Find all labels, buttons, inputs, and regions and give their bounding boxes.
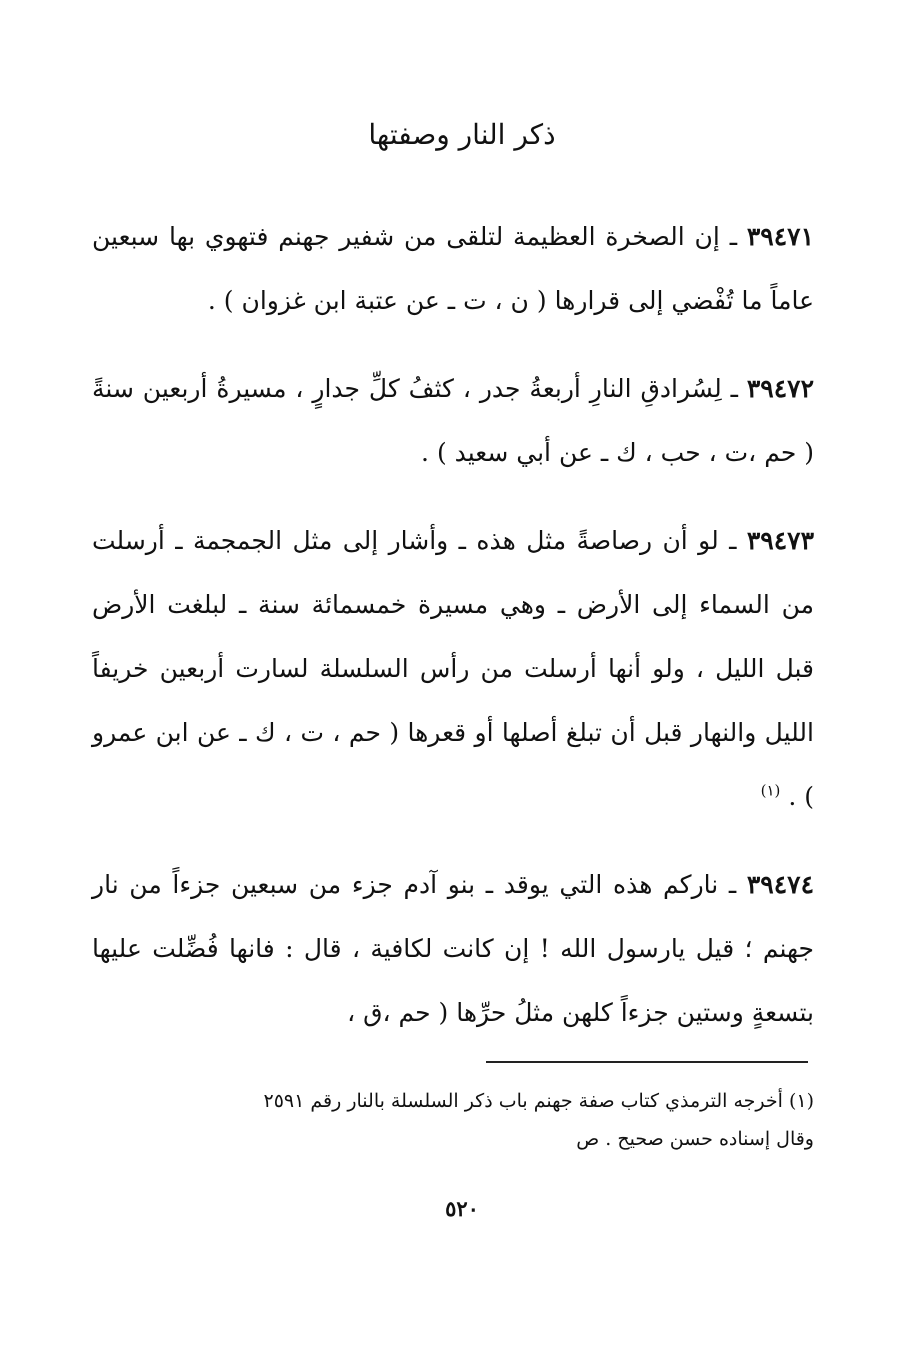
hadith-text: لو أن رصاصةً مثل هذه ـ وأشار إلى مثل الجمجمة ـ أرسلت من السماء إلى الأرض ـ وهي مسيرة خمسمائة سنة ـ لبلغت الأرض قبل الليل ، ولو أنها أرسلت من رأس السلسلة لسارت أربعين خريفاً الليل والنهار قبل أن تبلغ أصلها أو قعرها ( حم ، ت ، ك ـ عن ابن عمرو ) . (92, 526, 814, 811)
hadith-entry (92, 509, 814, 829)
footnote (92, 1082, 814, 1158)
separator: ـ (721, 374, 747, 403)
separator: ـ (718, 526, 747, 555)
hadith-text: ناركم هذه التي يوقد ـ بنو آدم جزء من سبعين جزءاً من نار جهنم ؛ قيل يارسول الله ! إن كانت لكافية ، قال : فانها فُضِّلت عليها بتسعةٍ وستين جزءاً كلهن مثلُ حرِّها ( حم ،ق ، (92, 870, 814, 1027)
hadith-text: لِسُرادقِ النارِ أربعةُ جدر ، كثفُ كلِّ جدارٍ ، مسيرةُ أربعين سنةً ( حم ،ت ، حب ، ك ـ عن أبي سعيد ) . (92, 374, 814, 467)
hadith-entry (92, 205, 814, 333)
hadith-number: ٣٩٤٧٢ (746, 374, 815, 403)
separator: ـ (718, 870, 747, 899)
hadith-number: ٣٩٤٧٤ (746, 870, 814, 899)
hadith-entry (92, 357, 814, 485)
hadith-number: ٣٩٤٧١ (746, 222, 815, 251)
footnote-reference: (١) (760, 781, 781, 800)
page-number: ٥٢٠ (445, 1196, 479, 1221)
separator: ـ (719, 222, 747, 251)
footnote-line: (١) أخرجه الترمذي كتاب صفة جهنم باب ذكر السلسلة بالنار رقم ٢٥٩١ (263, 1090, 814, 1112)
hadith-text: إن الصخرة العظيمة لتلقى من شفير جهنم فتهوي بها سبعين عاماً ما تُفْضي إلى قرارها ( ن ، ت ـ عن عتبة ابن غزوان ) . (92, 222, 814, 315)
hadith-list (92, 205, 814, 1069)
hadith-entry (92, 853, 814, 1045)
page-title: ذكر النار وصفتها (368, 118, 556, 151)
footnote-divider (486, 1061, 808, 1063)
hadith-number: ٣٩٤٧٣ (746, 526, 814, 555)
footnote-line: وقال إسناده حسن صحيح . ص (576, 1128, 814, 1150)
